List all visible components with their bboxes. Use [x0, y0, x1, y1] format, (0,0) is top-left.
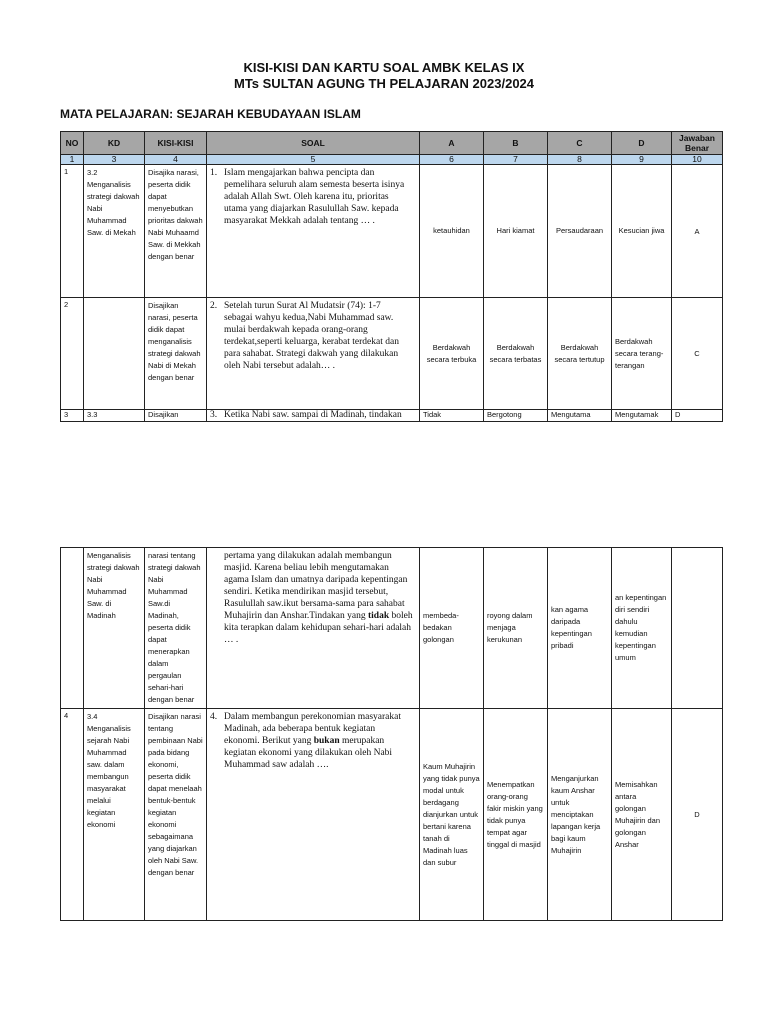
col-header-kisi: KISI-KISI — [145, 132, 207, 155]
question-text: Setelah turun Surat Al Mudatsir (74): 1-7 sebagai wahyu kedua,Nabi Muhammad saw. mulai berdakwah kepada orang-orang terdekat,seperti keluarga, kerabat terdekat dan para sahabat. Strategi dakwah yang dilakukan oleh Nabi tersebut adalah… . — [224, 301, 399, 371]
option-d: Memisahkan antara golongan Muhajirin dan golongan Anshar — [612, 709, 672, 921]
option-d: Kesucian jiwa — [612, 165, 672, 298]
document-title-line-1: KISI-KISI DAN KARTU SOAL AMBK KELAS IX — [243, 60, 525, 75]
question-table-page-2 — [60, 547, 723, 921]
row-soal — [207, 298, 420, 410]
row-no: 2 — [61, 298, 84, 410]
question-number: 2. — [210, 301, 218, 311]
row-kd: 3.3 — [84, 410, 145, 422]
header-row — [61, 132, 723, 155]
answer-key: A — [672, 165, 723, 298]
col-header-c: C — [548, 132, 612, 155]
row-no: 4 — [61, 709, 84, 921]
row-no — [61, 548, 84, 709]
jawaban-label-line-1: Jawaban — [679, 133, 715, 143]
row-kisi: narasi tentang strategi dakwah Nabi Muhammad Saw.di Madinah, peserta didik dapat menerapkan dalam pergaulan sehari-hari dengan benar — [145, 548, 207, 709]
row-soal — [207, 165, 420, 298]
column-number: 8 — [548, 155, 612, 165]
column-number: 6 — [420, 155, 484, 165]
answer-key: D — [672, 410, 723, 422]
column-number-row — [61, 155, 723, 165]
table-row — [61, 410, 723, 422]
question-text: Islam mengajarkan bahwa pencipta dan pemelihara seluruh alam semesta beserta isinya adalah Allah Swt. Oleh karena itu, prioritas utama yang diajarkan Rasulullah Saw. kepada masyarakat Mekkah adalah tentang … . — [224, 168, 405, 226]
col-header-soal: SOAL — [207, 132, 420, 155]
question-number: 1. — [210, 168, 218, 178]
question-table-page-1 — [60, 131, 723, 422]
row-no: 3 — [61, 410, 84, 422]
option-b: royong dalam menjaga kerukunan — [484, 548, 548, 709]
option-d: an kepentingan diri sendiri dahulu kemudian kepentingan umum — [612, 548, 672, 709]
col-header-kd: KD — [84, 132, 145, 155]
row-kisi: Disajikan narasi, peserta didik dapat menganalisis strategi dakwah Nabi di Mekah dengan benar — [145, 298, 207, 410]
option-a: Berdakwah secara terbuka — [420, 298, 484, 410]
question-number: 4. — [210, 712, 218, 722]
option-a: Kaum Muhajirin yang tidak punya modal untuk berdagang dianjurkan untuk bertani karena tanah di Madinah luas dan subur — [420, 709, 484, 921]
option-b: Berdakwah secara terbatas — [484, 298, 548, 410]
option-d: Berdakwah secara terang-terangan — [612, 298, 672, 410]
option-b: Menempatkan orang-orang fakir miskin yang tidak punya tempat agar tinggal di masjid — [484, 709, 548, 921]
emphasis-word: tidak — [367, 611, 390, 621]
column-number: 5 — [207, 155, 420, 165]
column-number: 1 — [61, 155, 84, 165]
row-kd: 3.2 Menganalisis strategi dakwah Nabi Muhammad Saw. di Mekah — [84, 165, 145, 298]
question-text: pertama yang dilakukan adalah membangun masjid. Karena beliau lebih mengutamakan agama Islam dan umatnya daripada kepentingan sendiri. Ketika mendirikan masjid tersebut, Rasulullah saw.ikut bersama-sama para sahabat Muhajirin dan Anshar.Tindakan yang tidak boleh kita terapkan dalam kehidupan sehari-hari adalah … . — [224, 551, 413, 645]
row-kd: 3.4 Menganalisis sejarah Nabi Muhammad saw. dalam membangun masyarakat melalui kegiatan ekonomi — [84, 709, 145, 921]
row-kisi: Disajika narasi, peserta didik dapat menyebutkan prioritas dakwah Nabi Muhaamd Saw. di Mekkah dengan benar — [145, 165, 207, 298]
row-kisi: Disajikan — [145, 410, 207, 422]
option-b: Hari kiamat — [484, 165, 548, 298]
row-kisi: Disajikan narasi tentang pembinaan Nabi pada bidang ekonomi, peserta didik dapat menelaah bentuk-bentuk kegiatan ekonomi sebagaimana yang diajarkan oleh Nabi Saw. dengan benar — [145, 709, 207, 921]
option-a: ketauhidan — [420, 165, 484, 298]
question-text: Ketika Nabi saw. sampai di Madinah, tindakan — [224, 410, 402, 420]
answer-key: C — [672, 298, 723, 410]
col-header-b: B — [484, 132, 548, 155]
row-kd: Menganalisis strategi dakwah Nabi Muhammad Saw. di Madinah — [84, 548, 145, 709]
answer-key: D — [672, 709, 723, 921]
subject-heading: MATA PELAJARAN: SEJARAH KEBUDAYAAN ISLAM — [60, 107, 361, 121]
col-header-jawaban — [672, 132, 723, 155]
option-c: Menganjurkan kaum Anshar untuk menciptakan lapangan kerja bagi kaum Muhajirin — [548, 709, 612, 921]
col-header-no: NO — [61, 132, 84, 155]
table-row — [61, 165, 723, 298]
row-soal — [207, 410, 420, 422]
column-number: 9 — [612, 155, 672, 165]
question-number: 3. — [210, 410, 218, 420]
document-title-line-2: MTs SULTAN AGUNG TH PELAJARAN 2023/2024 — [233, 76, 535, 91]
table-row — [61, 548, 723, 709]
jawaban-label-line-2: Benar — [684, 143, 710, 153]
emphasis-word: bukan — [313, 736, 340, 746]
row-no: 1 — [61, 165, 84, 298]
column-number: 4 — [145, 155, 207, 165]
option-a: membeda-bedakan golongan — [420, 548, 484, 709]
row-soal — [207, 709, 420, 921]
col-header-d: D — [612, 132, 672, 155]
row-kd — [84, 298, 145, 410]
row-soal — [207, 548, 420, 709]
option-c: Berdakwah secara tertutup — [548, 298, 612, 410]
col-header-a: A — [420, 132, 484, 155]
option-d: Mengutamak — [612, 410, 672, 422]
table-row — [61, 298, 723, 410]
option-a: Tidak — [420, 410, 484, 422]
question-text: Dalam membangun perekonomian masyarakat Madinah, ada beberapa bentuk kegiatan ekonomi. Berikut yang bukan merupakan kegiatan ekonomi yang dilakukan oleh Nabi Muhammad saw adalah …. — [224, 712, 402, 770]
column-number: 3 — [84, 155, 145, 165]
option-c: kan agama daripada kepentingan pribadi — [548, 548, 612, 709]
table-row — [61, 709, 723, 921]
answer-key — [672, 548, 723, 709]
option-c: Mengutama — [548, 410, 612, 422]
column-number: 7 — [484, 155, 548, 165]
option-b: Bergotong — [484, 410, 548, 422]
option-c: Persaudaraan — [548, 165, 612, 298]
column-number: 10 — [672, 155, 723, 165]
